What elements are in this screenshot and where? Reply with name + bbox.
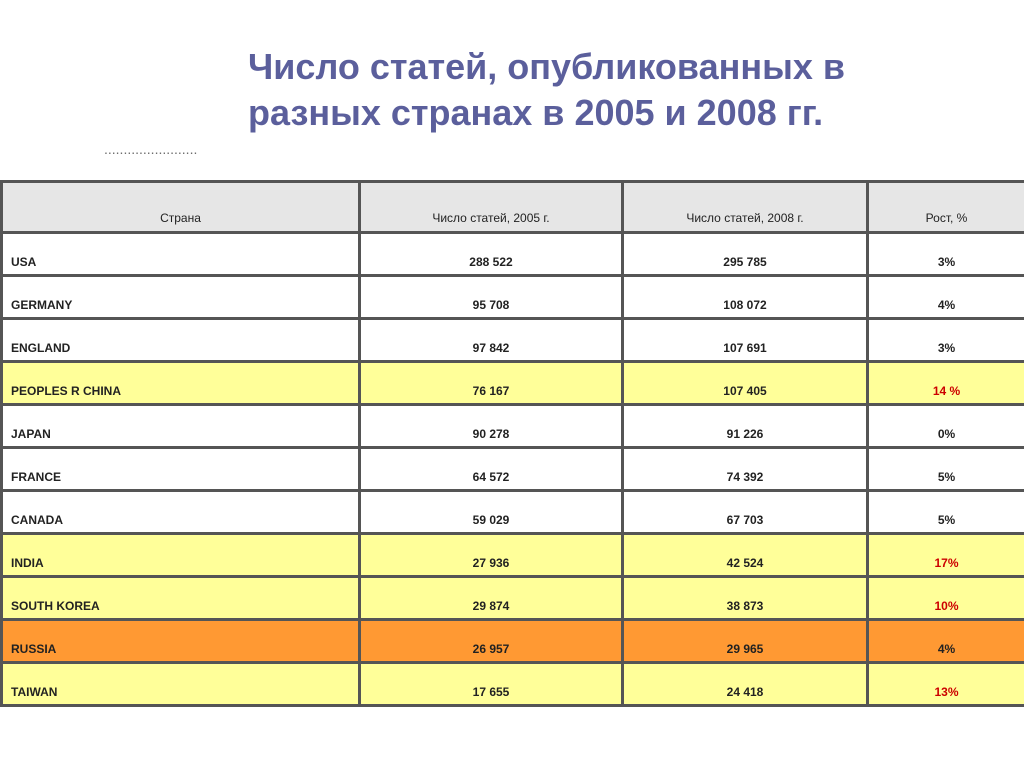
header-country: Страна <box>2 182 360 233</box>
cell-country: USA <box>2 233 360 276</box>
cell-articles-2005: 17 655 <box>360 663 623 706</box>
table-header-row <box>2 182 1024 233</box>
header-articles-2005: Число статей, 2005 г. <box>360 182 623 233</box>
table-row <box>2 534 1024 577</box>
slide-title-line-1: Число статей, опубликованных в <box>248 46 845 87</box>
cell-country: INDIA <box>2 534 360 577</box>
table-row <box>2 276 1024 319</box>
cell-articles-2008: 24 418 <box>623 663 868 706</box>
table-body <box>2 233 1024 706</box>
cell-growth: 14 % <box>868 362 1024 405</box>
cell-articles-2008: 67 703 <box>623 491 868 534</box>
cell-country: PEOPLES R CHINA <box>2 362 360 405</box>
cell-growth: 4% <box>868 276 1024 319</box>
table-row <box>2 491 1024 534</box>
cell-articles-2008: 107 405 <box>623 362 868 405</box>
publications-table <box>0 180 1024 707</box>
cell-articles-2008: 108 072 <box>623 276 868 319</box>
cell-growth: 5% <box>868 448 1024 491</box>
cell-articles-2008: 107 691 <box>623 319 868 362</box>
cell-articles-2005: 90 278 <box>360 405 623 448</box>
cell-country: TAIWAN <box>2 663 360 706</box>
slide-title <box>248 44 1008 136</box>
cell-growth: 4% <box>868 620 1024 663</box>
dotted-separator: ........................ <box>104 141 198 157</box>
table-row <box>2 405 1024 448</box>
table-row <box>2 362 1024 405</box>
cell-growth: 13% <box>868 663 1024 706</box>
cell-articles-2008: 38 873 <box>623 577 868 620</box>
cell-articles-2005: 59 029 <box>360 491 623 534</box>
table-row <box>2 620 1024 663</box>
cell-articles-2005: 288 522 <box>360 233 623 276</box>
header-articles-2008: Число статей, 2008 г. <box>623 182 868 233</box>
cell-articles-2008: 74 392 <box>623 448 868 491</box>
slide-title-line-2: разных странах в 2005 и 2008 гг. <box>248 92 824 133</box>
cell-growth: 17% <box>868 534 1024 577</box>
cell-articles-2005: 95 708 <box>360 276 623 319</box>
cell-country: FRANCE <box>2 448 360 491</box>
table-container <box>0 180 1024 768</box>
cell-growth: 10% <box>868 577 1024 620</box>
cell-articles-2008: 42 524 <box>623 534 868 577</box>
table-row <box>2 663 1024 706</box>
table-row <box>2 319 1024 362</box>
cell-country: SOUTH KOREA <box>2 577 360 620</box>
cell-growth: 0% <box>868 405 1024 448</box>
cell-growth: 5% <box>868 491 1024 534</box>
cell-articles-2005: 27 936 <box>360 534 623 577</box>
cell-articles-2005: 29 874 <box>360 577 623 620</box>
cell-articles-2005: 97 842 <box>360 319 623 362</box>
cell-country: CANADA <box>2 491 360 534</box>
cell-country: JAPAN <box>2 405 360 448</box>
cell-growth: 3% <box>868 233 1024 276</box>
table-row <box>2 448 1024 491</box>
table-row <box>2 577 1024 620</box>
cell-articles-2005: 64 572 <box>360 448 623 491</box>
cell-country: ENGLAND <box>2 319 360 362</box>
cell-growth: 3% <box>868 319 1024 362</box>
cell-articles-2008: 29 965 <box>623 620 868 663</box>
cell-articles-2008: 295 785 <box>623 233 868 276</box>
cell-articles-2008: 91 226 <box>623 405 868 448</box>
header-growth: Рост, % <box>868 182 1024 233</box>
cell-country: GERMANY <box>2 276 360 319</box>
cell-articles-2005: 26 957 <box>360 620 623 663</box>
cell-articles-2005: 76 167 <box>360 362 623 405</box>
table-row <box>2 233 1024 276</box>
cell-country: RUSSIA <box>2 620 360 663</box>
